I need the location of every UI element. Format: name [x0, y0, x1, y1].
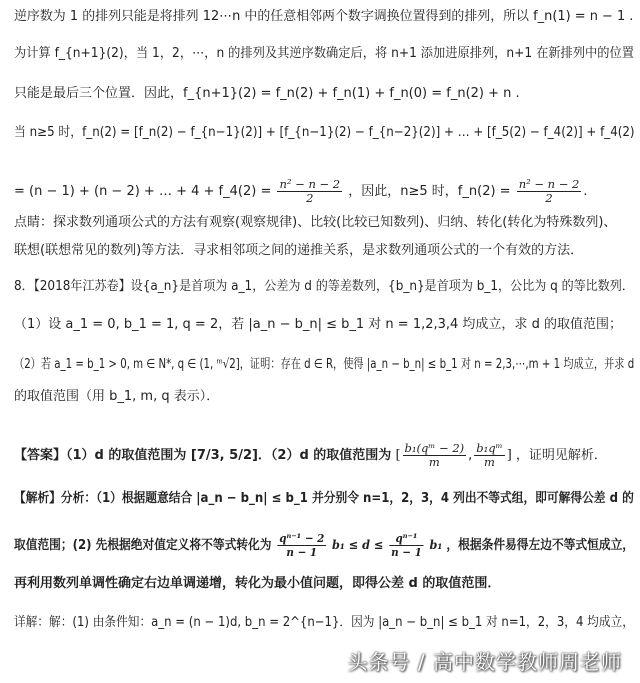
- fraction-1-den: 2: [306, 191, 314, 205]
- analysis-line-1: 【解析】分析：（1）根据题意结合 |a_n − b_n| ≤ b_1 并分别令 n=1，2，3，4 列出不等式组，即可解得公差 d 的: [14, 491, 634, 506]
- text-line-11: 的取值范围（用 b_1, m, q 表示）．: [14, 389, 220, 404]
- text-line-9: （1）设 a_1 = 0, b_1 = 1, q = 2，若 |a_n − b_n| ≤ b_1 对 n = 1,2,3,4 均成立，求 d 的取值范围；: [14, 317, 622, 332]
- watermark: 头条号 / 高中数学教师周老师: [347, 650, 622, 674]
- solution-fraction-1-num: qⁿ⁻¹ − 2: [279, 531, 325, 545]
- solution-fraction-2-den: n − 1: [391, 545, 422, 559]
- text-line-5: = (n − 1) + (n − 2) + … + 4 + f_4(2) = $\frac{\text{n² − n − 2}}{2}$ ，因此，n≥5 时，f_n(2) = $\frac{\text{n² − n − 2}}{2}$ .: [14, 177, 588, 205]
- detail-line: 详解：解：(1) 由条件知：a_n = (n − 1)d, b_n = 2^{n−1}．因为 |a_n − b_n| ≤ b_1 对 n=1，2，3，4 均成立，: [14, 615, 634, 630]
- solution-fraction-2: [389, 532, 423, 559]
- answer-fraction-2: [474, 442, 504, 469]
- answer-fraction-1-den: m: [428, 455, 440, 469]
- text-line-3: 只能是最后三个位置．因此，f_{n+1}(2) = f_n(2) + f_n(1) + f_n(0) = f_n(2) + n .: [14, 86, 520, 101]
- text-line-6: 点睛：探求数列通项公式的方法有观察(观察规律)、比较(比较已知数列)、归纳、转化(转化为特殊数列)、: [14, 215, 617, 230]
- sum-expression: = (n − 1) + (n − 2) + … + 4 + f_4(2) =: [14, 184, 272, 199]
- answer-fraction-1: [403, 442, 467, 469]
- answer-fraction-1-num: b₁(qᵐ − 2): [404, 441, 465, 455]
- analysis-line-2-head: 取值范围；(2) 先根据绝对值定义将不等式转化为: [14, 538, 272, 553]
- solution-fraction-1-den: n − 1: [286, 545, 318, 559]
- therefore-text: ，因此，n≥5 时，f_n(2) =: [348, 184, 511, 199]
- text-line-8: 8．【2018年江苏卷】设{a_n}是首项为 a_1，公差为 d 的等差数列，{b_n}是首项为 b_1，公比为 q 的等比数列．: [14, 279, 634, 294]
- solution-fraction-2-num: qⁿ⁻¹: [389, 532, 423, 546]
- fraction-1-num: n² − n − 2: [279, 177, 341, 191]
- answer-fraction-2-num: b₁qᵐ: [476, 441, 503, 455]
- analysis-line-2: [14, 532, 634, 559]
- solution-middle: b₁ ≤ d ≤: [332, 537, 384, 552]
- fraction-2: [517, 178, 582, 205]
- solution-fraction-1: [277, 532, 326, 559]
- fraction-1: [277, 178, 342, 205]
- text-line-4: 当 n≥5 时，f_n(2) = [f_n(2) − f_{n−1}(2)] + [f_{n−1}(2) − f_{n−2}(2)] + … + [f_5(2) − f_4(2)] + f_4(2): [14, 125, 635, 140]
- fraction-2-num: n² − n − 2: [518, 177, 580, 191]
- text-line-10: （2）若 a_1 = b_1 > 0, m ∈ N*, q ∈ (1, ᵐ√2]，证明：存在 d ∈ R，使得 |a_n − b_n| ≤ b_1 对 n = 2,3,⋯,m + 1 均成立，并求 d: [14, 357, 635, 372]
- text-line-2: 为计算 f_{n+1}(2)，当 1，2，⋯，n 的排列及其逆序数确定后，将 n+1 添加进原排列，n+1 在新排列中的位置: [14, 46, 634, 61]
- answer-fraction-2-den: m: [484, 455, 495, 469]
- fraction-2-den: 2: [545, 191, 553, 205]
- answer-text: 【答案】（1）d 的取值范围为 [7/3, 5/2]．（2）d 的取值范围为: [14, 448, 392, 463]
- analysis-line-3: 再利用数列单调性确定右边单调递增，转化为最小值问题，即得公差 d 的取值范围．: [14, 576, 501, 591]
- solution-tail-b1: b₁: [429, 537, 443, 552]
- answer-tail: ，证明见解析．: [515, 448, 607, 463]
- analysis-line-2-tail: ，根据条件易得左边不等式恒成立，: [446, 538, 635, 553]
- text-line-7: 联想(联想常见的数列)等方法．寻求相邻项之间的递推关系，是求数列通项公式的一个有效的方法．: [14, 243, 584, 258]
- text-line-1: 逆序数为 1 的排列只能是将排列 12⋯n 中的任意相邻两个数字调换位置得到的排列，所以 f_n(1) = n − 1 .: [14, 9, 634, 24]
- answer-line: 【答案】（1）d 的取值范围为 [7/3, 5/2]．（2）d 的取值范围为 [ $\frac{\text{b₁(qᵐ − 2)}}{m}$ , $\frac{\text{b₁qᵐ}}{m}$ ] ，证明见解析．: [14, 441, 607, 469]
